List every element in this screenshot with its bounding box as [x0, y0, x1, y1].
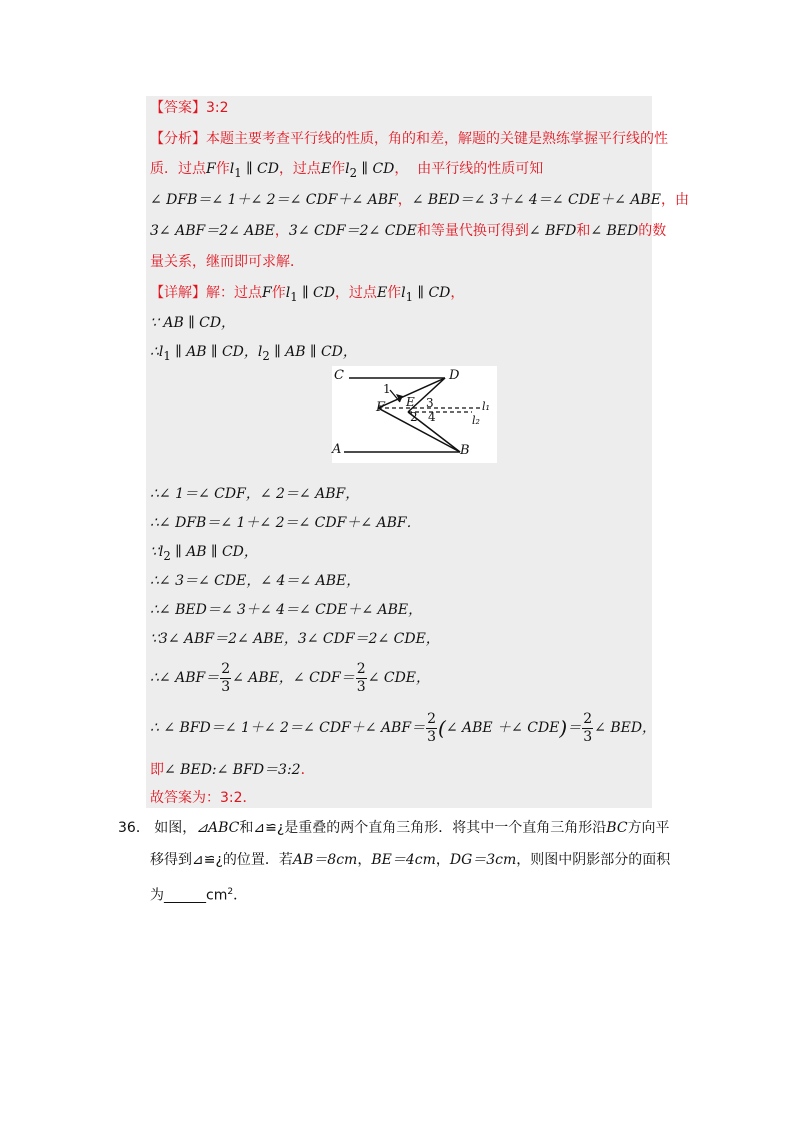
detail-zuo-2: 作	[387, 285, 402, 301]
unit-sup: 2	[227, 887, 234, 897]
detail-s12b: ∠ BED:∠ BFD＝3:2	[164, 762, 301, 778]
sub-1-4: 1	[163, 348, 171, 363]
line-l2-3: l	[158, 544, 164, 560]
dg-length: DG＝3cm	[449, 852, 517, 868]
analysis-text-2b: 作	[215, 161, 230, 177]
detail-line-5: ∴∠ DFB＝∠ 1＋∠ 2＝∠ CDF＋∠ ABF．	[150, 515, 421, 531]
label-2: 2	[410, 410, 418, 424]
answer-line	[150, 98, 229, 118]
answer-tag: 【答案】	[150, 100, 206, 116]
detail-line-3	[150, 342, 357, 366]
because-1: ∵	[150, 544, 159, 560]
therefore-1: ∴	[150, 344, 159, 360]
detail-line-1	[150, 283, 464, 307]
q-text-3a: 为	[150, 887, 164, 904]
q-text-1d: 方向平	[627, 820, 670, 836]
question-number: 36．	[118, 820, 150, 836]
q-text-2a: 移得到	[150, 852, 192, 868]
sub-2: 2	[349, 165, 358, 180]
parallel-cd-3: ∥ CD	[302, 285, 335, 301]
label-l1: l₁	[482, 400, 490, 413]
point-e-2: E	[376, 285, 388, 301]
frac-den: 3	[221, 678, 231, 695]
detail-s3b: ∥ AB ∥ CD，	[175, 344, 258, 360]
parallel-cd: ∥ CD	[246, 161, 279, 177]
detail-s11d: ∠ BED，	[594, 720, 657, 736]
analysis-line-4: 3∠ ABF＝2∠ ABE，3∠ CDF＝2∠ CDE和等量代换可得到∠ BFD和∠ BED的数	[150, 223, 667, 239]
analysis-text-2f: 由平行线的性质可知	[417, 161, 544, 177]
line-l2: l	[345, 161, 350, 177]
label-f: F	[376, 400, 386, 415]
point-f: F	[206, 161, 216, 177]
q-text-2e: ，则图中阴影部分的面积	[516, 852, 671, 868]
analysis-eq-1: ∠ DFB＝∠ 1＋∠ 2＝∠ CDF＋∠ ABF	[150, 192, 398, 208]
detail-line-10	[150, 660, 430, 696]
detail-tag: 【详解】	[150, 285, 206, 301]
analysis-line-5: 量关系，继而即可求解．	[150, 254, 304, 270]
triangle-abc: ⊿ABC	[196, 820, 240, 836]
frac-den-c: 3	[427, 728, 436, 745]
sub-2-3: 2	[163, 548, 171, 563]
question-line-3	[150, 882, 247, 906]
label-b: B	[460, 443, 470, 458]
sub-1-3: 1	[405, 289, 414, 304]
fraction-2-3	[220, 661, 231, 696]
sub-2-2: 2	[262, 348, 270, 363]
detail-s11a: ∴ ∠ BFD＝∠ 1＋∠ 2＝∠ CDF＋∠ ABF＝	[150, 720, 426, 736]
detail-line-6	[150, 542, 258, 566]
sub-1: 1	[234, 165, 242, 180]
analysis-line-3: ∠ DFB＝∠ 1＋∠ 2＝∠ CDF＋∠ ABF，∠ BED＝∠ 3＋∠ 4＝∠ CDE＋∠ ABE，由	[150, 192, 689, 208]
line-l1-2: l	[285, 285, 291, 301]
fraction-2-3-c	[426, 711, 437, 746]
answer-value: 3:2	[206, 100, 229, 116]
detail-intro: 解：过点	[206, 285, 262, 301]
detail-line-7: ∴∠ 3＝∠ CDE，∠ 4＝∠ ABE，	[150, 573, 361, 589]
label-4: 4	[428, 410, 436, 424]
line-l2-2: l	[257, 344, 263, 360]
segment-bc: BC	[606, 820, 628, 836]
analysis-eq-4: 3∠ CDF＝2∠ CDE	[288, 223, 417, 239]
ab-length: AB＝8cm	[292, 852, 358, 868]
analysis-tag: 【分析】	[150, 131, 206, 147]
frac-num-b: 2	[356, 660, 366, 677]
triangle-garbled-2: ⊿≌¿	[192, 852, 223, 868]
detail-s11c: ＝	[567, 720, 582, 736]
label-e: E	[406, 395, 415, 409]
detail-s12a: 即	[150, 762, 164, 778]
fraction-2-3-b	[356, 661, 367, 696]
answer-blank: ______	[164, 887, 206, 904]
fraction-2-3-d	[582, 711, 593, 746]
question-line-2	[150, 850, 670, 870]
triangle-garbled: ⊿≌¿	[253, 820, 285, 836]
analysis-line-1	[150, 129, 668, 149]
label-3: 3	[426, 396, 434, 410]
unit-cm: cm	[206, 887, 228, 904]
detail-s3c: ∥ AB ∥ CD，	[274, 344, 357, 360]
line-l1: l	[229, 161, 235, 177]
point-f-2: F	[262, 285, 272, 301]
detail-guodian: ，过点	[334, 285, 377, 301]
analysis-text-2d: 作	[331, 161, 346, 177]
q-text-1b: 和	[239, 820, 254, 836]
parallel-cd-2: ∥ CD	[361, 161, 395, 177]
be-length: BE＝4cm	[371, 852, 436, 868]
label-c: C	[334, 368, 344, 383]
q-text-2d: ，	[435, 852, 450, 868]
question-line-1	[118, 818, 670, 838]
analysis-line-2	[150, 159, 543, 183]
point-e: E	[320, 161, 332, 177]
analysis-text-4e: 和	[576, 223, 591, 239]
analysis-text-2a: 质．过点	[150, 161, 206, 177]
angle-bfd: ∠ BFD	[528, 223, 577, 239]
analysis-text-3c: ，由	[660, 192, 689, 208]
detail-line-11: ∴ ∠ BFD＝∠ 1＋∠ 2＝∠ CDF＋∠ ABF＝ $\frac{2}{3}$ (∠ ABE ＋∠ CDE)＝ $\frac{2}{3}$ ∠ BED，	[150, 710, 657, 745]
detail-s11b: ∠ ABE ＋∠ CDE	[445, 720, 560, 736]
detail-line-8: ∴∠ BED＝∠ 3＋∠ 4＝∠ CDE＋∠ ABE，	[150, 602, 423, 618]
q-text-2b: 的位置．若	[222, 852, 293, 868]
frac-num: 2	[221, 660, 231, 677]
detail-s10c: ∠ CDE，	[367, 670, 431, 686]
detail-line-2: ∵ AB ∥ CD，	[150, 315, 236, 331]
line-l1-3: l	[401, 285, 406, 301]
detail-line-12	[150, 760, 315, 780]
q-text-1c: 是重叠的两个直角三角形．将其中一个直角三角形沿	[284, 820, 607, 836]
detail-s12c: ．	[300, 762, 315, 778]
label-d: D	[449, 368, 460, 383]
label-l2: l₂	[472, 414, 480, 427]
frac-num-d: 2	[583, 710, 593, 727]
detail-line-4: ∴∠ 1＝∠ CDF，∠ 2＝∠ ABF，	[150, 486, 360, 502]
analysis-eq-3: 3∠ ABF＝2∠ ABE	[150, 223, 275, 239]
q-text-2c: ，	[357, 852, 372, 868]
geometry-figure	[332, 366, 497, 463]
analysis-text-1: 本题主要考查平行线的性质，角的和差，解题的关键是熟练掌握平行线的性	[206, 131, 668, 147]
q-text-3c: ．	[233, 887, 248, 904]
analysis-text-2e: ，	[394, 161, 409, 177]
detail-zuo: 作	[271, 285, 286, 301]
frac-num-c: 2	[427, 710, 436, 727]
detail-s10b: ∠ ABE，∠ CDF＝	[232, 670, 355, 686]
q-text-1a: 如图，	[154, 820, 197, 836]
frac-den-d: 3	[583, 728, 593, 745]
sub-1-2: 1	[290, 289, 298, 304]
detail-comma: ，	[450, 285, 465, 301]
detail-line-9: ∵3∠ ABF＝2∠ ABE，3∠ CDF＝2∠ CDE，	[150, 631, 440, 647]
detail-s10a: ∴∠ ABF＝	[150, 670, 220, 686]
analysis-text-4c: 和等量代换可得到	[416, 223, 529, 239]
analysis-text-4g: 的数	[638, 223, 667, 239]
angle-bed: ∠ BED	[590, 223, 639, 239]
detail-s6b: ∥ AB ∥ CD，	[175, 544, 258, 560]
frac-den-b: 3	[356, 678, 366, 695]
analysis-text-2c: ，过点	[278, 161, 321, 177]
label-1: 1	[383, 382, 391, 396]
label-a: A	[332, 442, 342, 457]
detail-line-13: 故答案为：3:2．	[150, 790, 257, 806]
analysis-eq-2: ∠ BED＝∠ 3＋∠ 4＝∠ CDE＋∠ ABE	[411, 192, 661, 208]
line-l1-4: l	[158, 344, 164, 360]
parallel-cd-4: ∥ CD	[417, 285, 451, 301]
